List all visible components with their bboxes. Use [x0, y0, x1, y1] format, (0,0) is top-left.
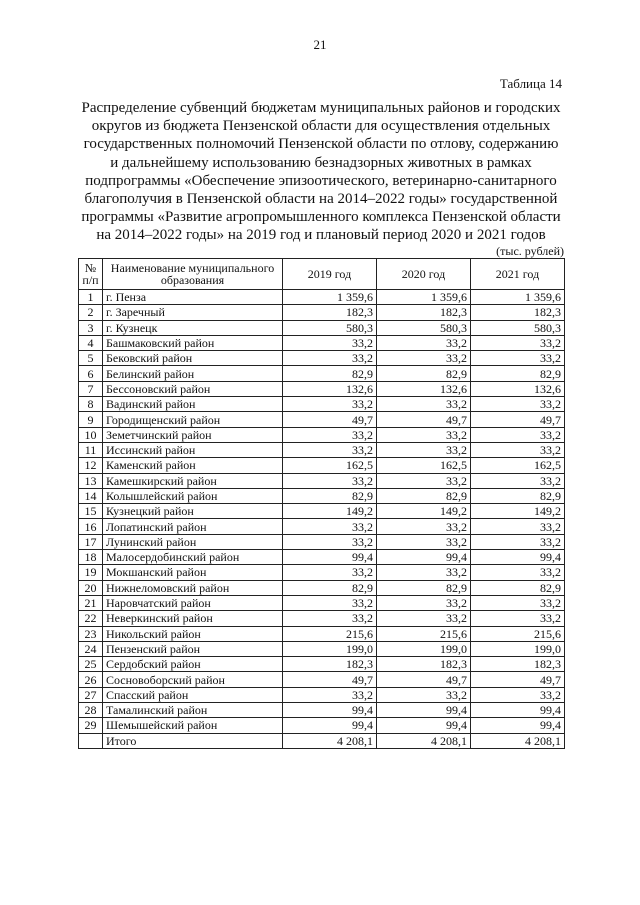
value-2020: 33,2 [377, 565, 471, 580]
row-number: 15 [79, 504, 103, 519]
value-2020: 82,9 [377, 366, 471, 381]
municipality-name: Наровчатский район [103, 595, 283, 610]
row-number: 9 [79, 412, 103, 427]
value-2019: 33,2 [283, 565, 377, 580]
value-2020: 149,2 [377, 504, 471, 519]
municipality-name: Иссинский район [103, 442, 283, 457]
row-number: 25 [79, 657, 103, 672]
municipality-name: Тамалинский район [103, 703, 283, 718]
value-2021: 149,2 [471, 504, 565, 519]
value-2021: 99,4 [471, 718, 565, 733]
row-number: 11 [79, 442, 103, 457]
value-2019: 99,4 [283, 550, 377, 565]
table-row [79, 335, 565, 350]
table-row [79, 290, 565, 305]
value-2021: 33,2 [471, 442, 565, 457]
value-2020: 33,2 [377, 611, 471, 626]
value-2019: 162,5 [283, 458, 377, 473]
value-2021: 215,6 [471, 626, 565, 641]
value-2021: 580,3 [471, 320, 565, 335]
municipality-name: Спасский район [103, 687, 283, 702]
header-2021: 2021 год [471, 259, 565, 290]
value-2021: 33,2 [471, 397, 565, 412]
table-row [79, 473, 565, 488]
value-2021: 182,3 [471, 657, 565, 672]
value-2021: 33,2 [471, 335, 565, 350]
table-row [79, 687, 565, 702]
table-row [79, 488, 565, 503]
header-num: № п/п [79, 259, 103, 290]
municipality-name: Каменский район [103, 458, 283, 473]
value-2021: 182,3 [471, 305, 565, 320]
value-2021: 33,2 [471, 519, 565, 534]
value-2021: 199,0 [471, 641, 565, 656]
row-number: 19 [79, 565, 103, 580]
value-2020: 33,2 [377, 687, 471, 702]
table-row [79, 565, 565, 580]
table-row [79, 657, 565, 672]
value-2021: 99,4 [471, 703, 565, 718]
value-2021: 33,2 [471, 595, 565, 610]
row-number: 10 [79, 427, 103, 442]
value-2020: 33,2 [377, 519, 471, 534]
value-2021: 33,2 [471, 351, 565, 366]
value-2020: 132,6 [377, 381, 471, 396]
value-2019: 33,2 [283, 335, 377, 350]
header-name: Наименование муниципального образования [103, 259, 283, 290]
table-row [79, 611, 565, 626]
municipality-name: Лунинский район [103, 534, 283, 549]
header-2019: 2019 год [283, 259, 377, 290]
value-2019: 33,2 [283, 611, 377, 626]
value-2021: 162,5 [471, 458, 565, 473]
table-row [79, 381, 565, 396]
municipality-name: Городищенский район [103, 412, 283, 427]
value-2019: 49,7 [283, 672, 377, 687]
row-number: 12 [79, 458, 103, 473]
municipality-name: Никольский район [103, 626, 283, 641]
value-2021: 99,4 [471, 550, 565, 565]
table-row [79, 442, 565, 457]
value-2019: 1 359,6 [283, 290, 377, 305]
municipality-name: Белинский район [103, 366, 283, 381]
table-row [79, 504, 565, 519]
municipality-name: Земетчинский район [103, 427, 283, 442]
value-2019: 33,2 [283, 534, 377, 549]
row-number: 18 [79, 550, 103, 565]
table-row [79, 320, 565, 335]
value-2019: 33,2 [283, 397, 377, 412]
row-number: 8 [79, 397, 103, 412]
value-2021: 33,2 [471, 534, 565, 549]
municipality-name: Сердобский район [103, 657, 283, 672]
row-number: 3 [79, 320, 103, 335]
table-row [79, 458, 565, 473]
row-number: 22 [79, 611, 103, 626]
value-2019: 182,3 [283, 657, 377, 672]
table-row [79, 305, 565, 320]
header-2020: 2020 год [377, 259, 471, 290]
total-row [79, 733, 565, 748]
table-row [79, 351, 565, 366]
value-2020: 199,0 [377, 641, 471, 656]
row-number: 24 [79, 641, 103, 656]
value-2021: 33,2 [471, 427, 565, 442]
table-row [79, 550, 565, 565]
table-row [79, 366, 565, 381]
table-row [79, 703, 565, 718]
value-2020: 182,3 [377, 657, 471, 672]
total-municipality-name: Итого [103, 733, 283, 748]
value-2020: 33,2 [377, 534, 471, 549]
table-label: Таблица 14 [499, 76, 562, 91]
municipality-name: Мокшанский район [103, 565, 283, 580]
value-2020: 99,4 [377, 703, 471, 718]
value-2019: 99,4 [283, 703, 377, 718]
value-2021: 82,9 [471, 366, 565, 381]
table-row [79, 626, 565, 641]
row-number: 7 [79, 381, 103, 396]
row-number: 5 [79, 351, 103, 366]
value-2020: 33,2 [377, 397, 471, 412]
table-body [79, 290, 565, 749]
table-row [79, 641, 565, 656]
value-2020: 33,2 [377, 427, 471, 442]
row-number: 14 [79, 488, 103, 503]
table-row [79, 672, 565, 687]
table-row [79, 427, 565, 442]
value-2019: 199,0 [283, 641, 377, 656]
value-2021: 33,2 [471, 611, 565, 626]
municipality-name: г. Заречный [103, 305, 283, 320]
row-number: 28 [79, 703, 103, 718]
value-2019: 33,2 [283, 473, 377, 488]
municipality-name: Малосердобинский район [103, 550, 283, 565]
municipality-name: Нижнеломовский район [103, 580, 283, 595]
table-row [79, 718, 565, 733]
row-number: 17 [79, 534, 103, 549]
value-2019: 49,7 [283, 412, 377, 427]
value-2020: 99,4 [377, 718, 471, 733]
value-2021: 49,7 [471, 672, 565, 687]
value-2021: 33,2 [471, 473, 565, 488]
page-number: 21 [313, 37, 327, 52]
value-2020: 49,7 [377, 412, 471, 427]
value-2019: 33,2 [283, 595, 377, 610]
table-row [79, 519, 565, 534]
value-2019: 33,2 [283, 427, 377, 442]
value-2019: 33,2 [283, 351, 377, 366]
value-2020: 33,2 [377, 442, 471, 457]
row-number: 2 [79, 305, 103, 320]
value-2021: 1 359,6 [471, 290, 565, 305]
total-value-2020: 4 208,1 [377, 733, 471, 748]
value-2020: 182,3 [377, 305, 471, 320]
value-2019: 149,2 [283, 504, 377, 519]
value-2019: 82,9 [283, 488, 377, 503]
value-2021: 49,7 [471, 412, 565, 427]
subvention-table [78, 258, 565, 749]
municipality-name: Пензенский район [103, 641, 283, 656]
table-row [79, 595, 565, 610]
municipality-name: г. Кузнецк [103, 320, 283, 335]
municipality-name: Вадинский район [103, 397, 283, 412]
total-row-number [79, 733, 103, 748]
document-title: Распределение субвенций бюджетам муниципальных районов и городских округов из бюджета Пензенской области для осуществления отдельных государственных полномочий Пензенской области по отлову, содержанию и дальнейшему использованию безнадзорных животных в рамках подпрограммы «Обеспечение эпизоотического, ветеринарно-санитарного благополучия в Пензенской области на 2014–2022 годы» государственной программы «Развитие агропромышленного комплекса Пензенской области на 2014–2022 годы» на 2019 год и плановый период 2020 и 2021 годов [81, 100, 561, 244]
municipality-name: Бековский район [103, 351, 283, 366]
row-number: 21 [79, 595, 103, 610]
value-2020: 99,4 [377, 550, 471, 565]
municipality-name: Камешкирский район [103, 473, 283, 488]
value-2019: 215,6 [283, 626, 377, 641]
municipality-name: Лопатинский район [103, 519, 283, 534]
municipality-name: Бессоновский район [103, 381, 283, 396]
municipality-name: Башмаковский район [103, 335, 283, 350]
value-2019: 182,3 [283, 305, 377, 320]
row-number: 20 [79, 580, 103, 595]
value-2019: 82,9 [283, 580, 377, 595]
municipality-name: Неверкинский район [103, 611, 283, 626]
total-value-2021: 4 208,1 [471, 733, 565, 748]
row-number: 6 [79, 366, 103, 381]
table-row [79, 534, 565, 549]
value-2020: 33,2 [377, 473, 471, 488]
value-2019: 33,2 [283, 687, 377, 702]
value-2020: 162,5 [377, 458, 471, 473]
total-value-2019: 4 208,1 [283, 733, 377, 748]
value-2019: 82,9 [283, 366, 377, 381]
value-2020: 49,7 [377, 672, 471, 687]
value-2019: 132,6 [283, 381, 377, 396]
value-2020: 82,9 [377, 488, 471, 503]
value-2021: 82,9 [471, 580, 565, 595]
municipality-name: г. Пенза [103, 290, 283, 305]
row-number: 13 [79, 473, 103, 488]
value-2020: 33,2 [377, 595, 471, 610]
municipality-name: Кузнецкий район [103, 504, 283, 519]
row-number: 16 [79, 519, 103, 534]
value-2020: 33,2 [377, 351, 471, 366]
value-2019: 33,2 [283, 519, 377, 534]
value-2021: 132,6 [471, 381, 565, 396]
value-2020: 215,6 [377, 626, 471, 641]
row-number: 27 [79, 687, 103, 702]
row-number: 29 [79, 718, 103, 733]
row-number: 26 [79, 672, 103, 687]
table-row [79, 580, 565, 595]
value-2019: 33,2 [283, 442, 377, 457]
municipality-name: Сосновоборский район [103, 672, 283, 687]
table-header-row [79, 259, 565, 290]
units-label: (тыс. рублей) [496, 244, 564, 258]
municipality-name: Шемышейский район [103, 718, 283, 733]
value-2020: 82,9 [377, 580, 471, 595]
value-2021: 33,2 [471, 687, 565, 702]
row-number: 23 [79, 626, 103, 641]
table-row [79, 412, 565, 427]
value-2021: 82,9 [471, 488, 565, 503]
table-row [79, 397, 565, 412]
row-number: 1 [79, 290, 103, 305]
value-2021: 33,2 [471, 565, 565, 580]
municipality-name: Колышлейский район [103, 488, 283, 503]
row-number: 4 [79, 335, 103, 350]
value-2020: 1 359,6 [377, 290, 471, 305]
value-2020: 580,3 [377, 320, 471, 335]
value-2019: 99,4 [283, 718, 377, 733]
value-2020: 33,2 [377, 335, 471, 350]
value-2019: 580,3 [283, 320, 377, 335]
